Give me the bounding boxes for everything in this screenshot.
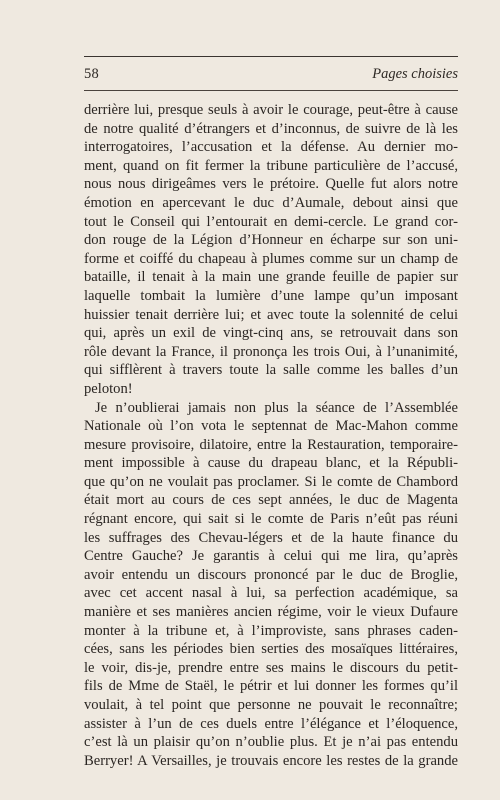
text-line: ment, quand on fit fermer la tribune particulière de l’accusé,: [84, 157, 458, 174]
text-line: huissier tenait derrière lui; et avec toute la solennité de celui: [84, 306, 458, 323]
text-line: monter à la tribune et, à l’improviste, sans phrases caden-: [84, 622, 458, 639]
text-line: laquelle tombait la lumière d’une lampe qu’un imposant: [84, 287, 458, 304]
text-line: régnant encore, qui sait si le comte de Paris n’eût pas réuni: [84, 511, 458, 528]
text-line: voulait, à tel point que personne ne pouvait le reconnaître;: [84, 697, 458, 713]
text-line: peloton!: [84, 380, 133, 397]
text-line: mesure provisoire, dilatoire, entre la Restauration, temporaire-: [84, 436, 458, 453]
text-line: don rouge de la Légion d’Honneur en écharpe sur son uni-: [84, 232, 458, 249]
text-line: le voir, dis-je, prendre entre ses mains le discours du petit-: [84, 659, 458, 676]
text-line: Nationale où l’on vota le septennat de Mac-Mahon comme: [84, 418, 458, 435]
text-line: interrogatoires, l’accusation et la défense. Au dernier mo-: [84, 139, 458, 156]
text-line: ment impossible à cause du drapeau blanc, et la Républi-: [84, 455, 458, 472]
text-line: forme et coiffé du chapeau à plumes comme sur un champ de: [84, 250, 458, 267]
page-header: [84, 66, 458, 86]
running-head: Pages choisies: [372, 66, 458, 82]
text-line: Je n’oublierai jamais non plus la séance de l’Assemblée: [95, 399, 458, 416]
text-line: rôle devant la France, il prononça les trois Oui, à l’unanimité,: [84, 343, 458, 360]
text-line: Berryer! A Versailles, je trouvais encore les restes de la grande: [84, 752, 458, 769]
text-line: Centre Gauche? Je garantis à celui qui me lira, qu’après: [84, 548, 458, 565]
text-line: c’est là un plaisir qu’on n’oublie plus. Et je n’ai pas entendu: [84, 734, 458, 751]
header-rule: [84, 90, 458, 91]
text-line: émotion en apercevant le duc d’Aumale, debout ainsi que: [84, 194, 458, 211]
text-line: assister à l’un de ces duels entre l’élégance et l’éloquence,: [84, 715, 458, 732]
text-line: avec cet accent nasal à lui, sa perfection académique, sa: [84, 585, 458, 602]
text-line: bataille, il tenait à la main une grande feuille de papier sur: [84, 269, 458, 286]
text-line: avoir entendu un discours prononcé par le duc de Broglie,: [84, 566, 458, 583]
text-line: qui, après un exil de vingt-cinq ans, se retrouvait dans son: [84, 325, 458, 342]
text-line: nous nous dirigeâmes vers le prétoire. Quelle fut alors notre: [84, 176, 458, 193]
text-line: de notre qualité d’étrangers et d’inconnus, de suivre de là les: [84, 120, 458, 137]
body-text: [84, 101, 458, 770]
text-line: qui sifflèrent à travers toute la salle comme les balles d’un: [84, 362, 458, 379]
text-line: manière et ses manières ancien régime, voir le vieux Dufaure: [84, 604, 458, 621]
page-number: 58: [84, 66, 100, 82]
text-line: tout le Conseil qui l’entourait en demi-cercle. Le grand cor-: [84, 213, 458, 230]
text-line: cées, sans les périodes bien serties des mosaïques littéraires,: [84, 641, 458, 658]
text-line: les suffrages des Chevau-légers et de la haute finance du: [84, 529, 458, 546]
text-line: fils de Mme de Staël, le pétrir et lui donner les formes qu’il: [84, 678, 458, 695]
text-line: derrière lui, presque seuls à avoir le courage, peut-être à cause: [84, 102, 458, 118]
text-line: était mort au cours de ces sept années, le duc de Magenta: [84, 492, 458, 509]
top-rule: [84, 56, 458, 57]
text-line: que qu’on ne voulait pas proclamer. Si le comte de Chambord: [84, 473, 458, 490]
